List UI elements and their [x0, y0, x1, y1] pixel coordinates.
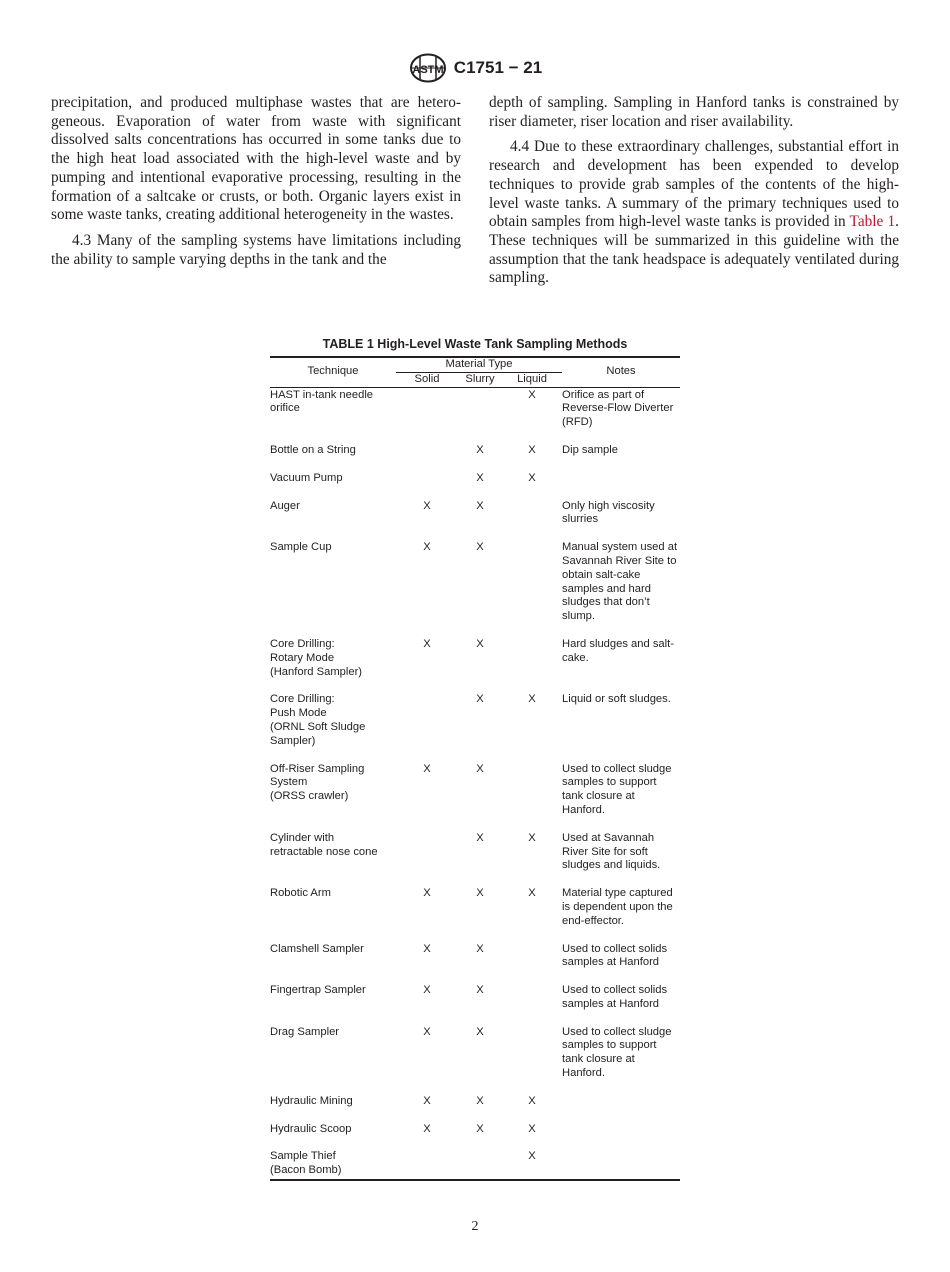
cell-technique: Sample Cup [270, 541, 332, 554]
cell-solid [396, 1150, 458, 1180]
cell-notes: Used to collect sludge samples to support tank closure at Hanford. [562, 1025, 672, 1080]
astm-logo-icon [408, 53, 448, 83]
cell-liquid: X [528, 388, 536, 401]
cell-solid [396, 387, 458, 444]
cell-liquid [502, 638, 562, 693]
paragraph-continuation-right: depth of sampling. Sampling in Hanford tanks is constrained by riser diameter, riser location and riser availability. [489, 94, 899, 130]
cell-solid [396, 444, 458, 472]
table-row [270, 984, 680, 1026]
cell-technique: Fingertrap Sampler [270, 984, 366, 997]
cell-notes: Used to collect solids samples at Hanford [562, 984, 668, 1010]
table-row [270, 541, 680, 638]
svg-text:ASTM: ASTM [412, 64, 444, 76]
cell-solid: X [423, 762, 431, 775]
cell-liquid [502, 500, 562, 542]
table-row [270, 387, 680, 444]
cell-slurry: X [476, 1094, 484, 1107]
cell-liquid [502, 984, 562, 1026]
paragraph-4-4: 4.4 Due to these extraordinary challenges, substantial effort in research and development has been expended to develop techniques to provide grab samples of the contents of the high-level waste tanks. A summary of the primary techniques used to obtain samples from high-level waste tanks is provided in Table 1. These techniques will be summarized in this guideline with the assumption that the tank headspace is adequately ventilated during sampling. [489, 138, 899, 287]
cell-notes [562, 1095, 680, 1123]
cell-solid: X [423, 637, 431, 650]
cell-slurry: X [476, 1025, 484, 1038]
cell-solid [396, 832, 458, 887]
cell-solid: X [423, 887, 431, 900]
table-row [270, 693, 680, 762]
page-number: 2 [471, 1219, 479, 1234]
table-row [270, 887, 680, 942]
cell-liquid: X [528, 1150, 536, 1163]
cell-solid: X [423, 984, 431, 997]
cell-liquid: X [528, 1122, 536, 1135]
cell-notes: Dip sample [562, 443, 618, 456]
header-liquid: Liquid [517, 372, 547, 385]
cell-technique: Bottle on a String [270, 443, 356, 456]
header-solid: Solid [414, 372, 440, 385]
cell-technique: Core Drilling: Rotary Mode (Hanford Sampler) [270, 637, 363, 678]
cell-slurry: X [476, 984, 484, 997]
table-row [270, 1095, 680, 1123]
cell-technique: Drag Sampler [270, 1025, 340, 1038]
cell-liquid: X [528, 831, 536, 844]
header-slurry: Slurry [465, 372, 495, 385]
table-row [270, 832, 680, 887]
paragraph-4-3: 4.3 Many of the sampling systems have limitations including the ability to sample varying depths in the tank and the [51, 231, 461, 268]
cell-slurry: X [476, 541, 484, 554]
table-row [270, 943, 680, 985]
sampling-methods-table [270, 356, 680, 1181]
cell-liquid [502, 1026, 562, 1095]
cell-solid: X [423, 942, 431, 955]
cell-technique: HAST in-tank needle orifice [270, 388, 374, 415]
cell-notes: Only high viscosity slurries [562, 499, 655, 526]
cell-notes: Used at Savannah River Site for soft sludges and liquids. [562, 831, 661, 872]
cell-solid: X [423, 1122, 431, 1135]
table-row [270, 472, 680, 500]
cell-solid [396, 693, 458, 762]
cell-slurry [458, 387, 502, 444]
cell-notes: Material type captured is dependent upon the end-effector. [562, 887, 673, 927]
cell-technique: Hydraulic Scoop [270, 1122, 352, 1135]
table-1 [270, 337, 680, 1181]
cell-technique: Cylinder with retractable nose cone [270, 831, 378, 858]
table-1-link[interactable]: Table 1 [849, 213, 896, 231]
cell-notes [562, 472, 680, 500]
cell-slurry: X [476, 637, 484, 650]
paragraph-continuation: precipitation, and produced multiphase wastes that are heterogeneous. Evaporation of water from waste with significant dissolved salts concentrations has occurred in some tanks due to the high heat load associated with the high-level waste and by pumping and intentional evaporative processing, resulting in the formation of a saltcake or crusts, or both. Organic layers exist in some waste tanks, creating additional heterogeneity in the wastes. [51, 94, 461, 224]
cell-notes: Manual system used at Savannah River Site to obtain salt-cake samples and hard sludges that don’t slump. [562, 541, 678, 623]
cell-technique: Clamshell Sampler [270, 942, 364, 955]
header-notes: Notes [606, 365, 636, 378]
cell-slurry: X [476, 443, 484, 456]
cell-technique: Robotic Arm [270, 887, 331, 900]
table-row [270, 1026, 680, 1095]
table-body [270, 387, 680, 1180]
document-id: C1751 − 21 [453, 58, 543, 77]
cell-technique: Hydraulic Mining [270, 1094, 353, 1107]
cell-technique: Auger [270, 499, 300, 512]
cell-slurry: X [476, 762, 484, 775]
cell-slurry: X [476, 471, 484, 484]
cell-slurry: X [476, 831, 484, 844]
left-column [51, 94, 461, 269]
cell-slurry: X [476, 693, 484, 706]
cell-liquid: X [528, 887, 536, 900]
cell-solid: X [423, 541, 431, 554]
right-column [489, 94, 899, 288]
table-title: TABLE 1 High-Level Waste Tank Sampling Methods [322, 337, 628, 351]
cell-technique: Vacuum Pump [270, 471, 343, 484]
cell-notes: Used to collect solids samples at Hanford [562, 942, 668, 969]
cell-notes: Used to collect sludge samples to support tank closure at Hanford. [562, 762, 672, 816]
cell-technique: Core Drilling: Push Mode (ORNL Soft Sludge Sampler) [270, 693, 366, 747]
cell-slurry: X [476, 499, 484, 512]
page-header [0, 53, 950, 83]
cell-liquid: X [528, 471, 536, 484]
cell-slurry: X [476, 942, 484, 955]
cell-solid: X [423, 499, 431, 512]
header-material-type: Material Type [396, 357, 562, 372]
table-row [270, 763, 680, 832]
table-row [270, 1123, 680, 1151]
cell-solid [396, 472, 458, 500]
cell-liquid: X [528, 693, 536, 706]
cell-notes: Liquid or soft sludges. [562, 693, 671, 706]
cell-notes: Orifice as part of Reverse-Flow Diverter (RFD) [562, 388, 674, 429]
table-row [270, 1150, 680, 1180]
cell-liquid [502, 943, 562, 985]
cell-liquid [502, 763, 562, 832]
cell-liquid [502, 541, 562, 638]
header-technique: Technique [307, 365, 359, 378]
cell-notes: Hard sludges and salt-cake. [562, 637, 674, 664]
cell-liquid: X [528, 443, 536, 456]
table-row [270, 444, 680, 472]
cell-technique: Off-Riser Sampling System (ORSS crawler) [270, 762, 365, 803]
cell-slurry: X [476, 887, 484, 900]
cell-liquid: X [528, 1094, 536, 1107]
cell-solid: X [423, 1025, 431, 1038]
cell-notes [562, 1150, 680, 1180]
cell-solid: X [423, 1094, 431, 1107]
cell-slurry [458, 1150, 502, 1180]
cell-slurry: X [476, 1122, 484, 1135]
cell-notes [562, 1123, 680, 1151]
table-row [270, 500, 680, 542]
table-row [270, 638, 680, 693]
cell-technique: Sample Thief (Bacon Bomb) [270, 1150, 342, 1177]
